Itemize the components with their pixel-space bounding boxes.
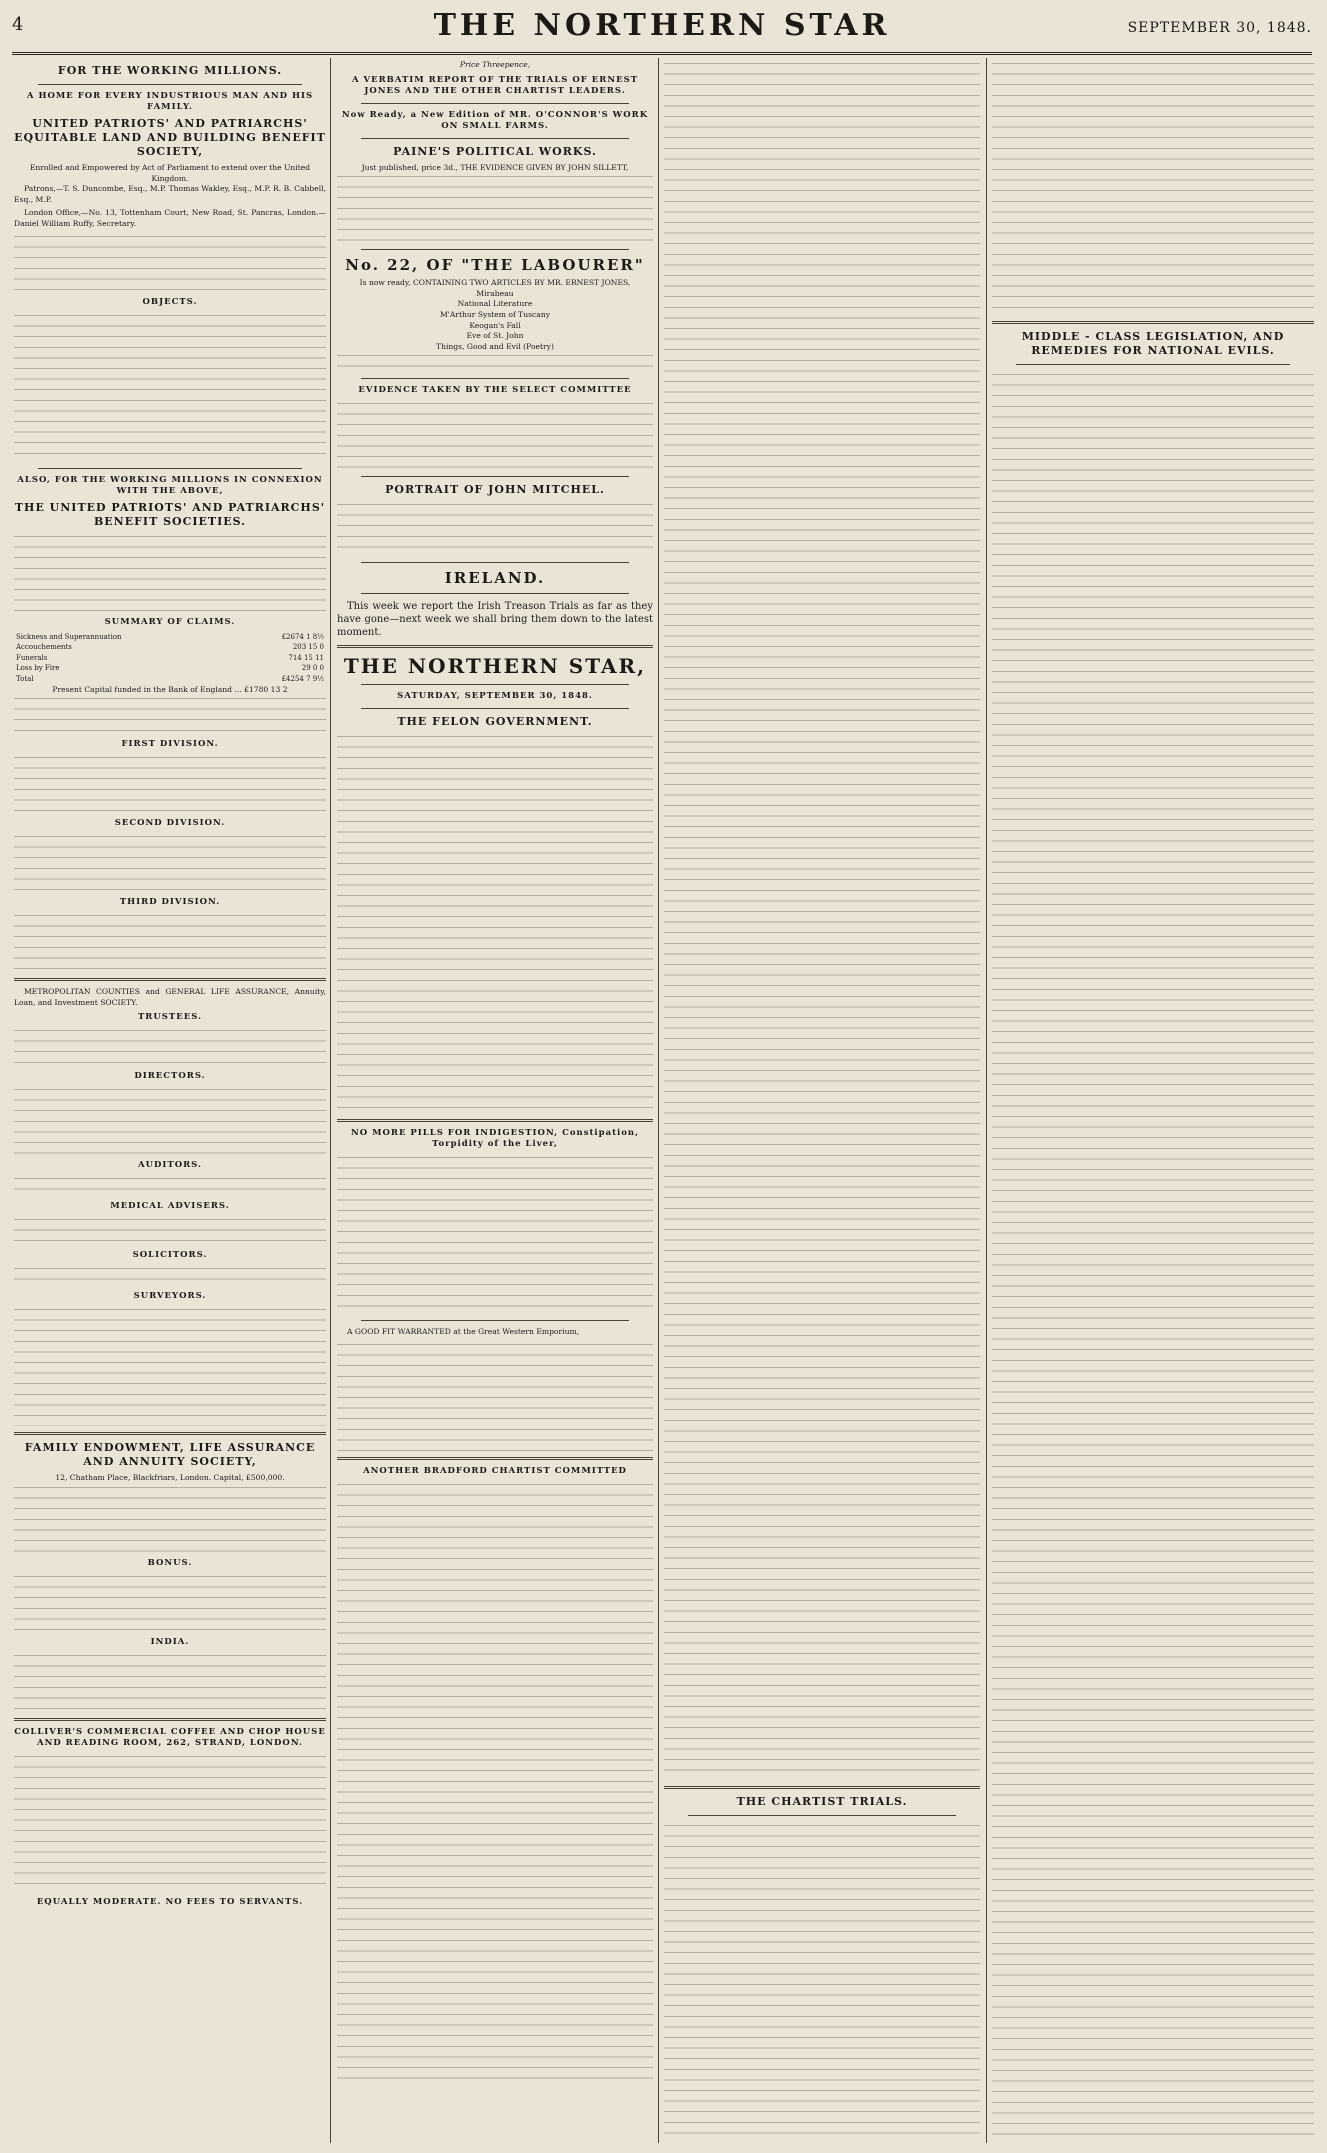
also-heading: ALSO, FOR THE WORKING MILLIONS IN CONNEXION WITH THE ABOVE, [17, 474, 323, 496]
labourer-sub: Is now ready, CONTAINING TWO ARTICLES BY MR. ERNEST JONES, [359, 278, 631, 288]
text-block [664, 60, 980, 1780]
text-block [14, 233, 326, 293]
surveyors-heading: SURVEYORS. [133, 1291, 207, 1302]
trustees-heading: TRUSTEES. [137, 1012, 203, 1023]
issue-date: SEPTEMBER 30, 1848. [1127, 20, 1312, 36]
division-heading: FIRST DIVISION. [121, 739, 219, 750]
benefit-societies-name: THE UNITED PATRIOTS' AND PATRIARCHS' BENEFIT SOCIETIES. [14, 500, 326, 528]
text-block [14, 1573, 326, 1633]
trials-report-title: A VERBATIM REPORT OF THE TRIALS OF ERNEST JONES AND THE OTHER CHARTIST LEADERS. [351, 74, 639, 96]
text-block [14, 1265, 326, 1287]
paper-name: THE NORTHERN STAR, [343, 654, 647, 679]
india-heading: INDIA. [150, 1636, 190, 1647]
portrait-ad: PORTRAIT OF JOHN MITCHEL. [385, 483, 605, 497]
middle-class-heading: MIDDLE - CLASS LEGISLATION, AND REMEDIES FOR NATIONAL EVILS. [1021, 330, 1285, 357]
family-endowment-sub: 12, Chatham Place, Blackfriars, London. Capital, £500,000. [55, 1473, 285, 1483]
table-row: Total £4254 7 9½ [16, 674, 324, 683]
directors-heading: DIRECTORS. [134, 1071, 206, 1082]
ireland-text: This week we report the Irish Treason Trials as far as they have gone—next week we shall bring them down to the latest moment. [337, 601, 653, 639]
text-block [337, 1341, 653, 1451]
text-block [992, 60, 1314, 315]
column-rule [658, 58, 659, 2143]
page-number: 4 [12, 14, 24, 35]
metropolitan-line: METROPOLITAN COUNTIES and GENERAL LIFE ASSURANCE, Annuity, Loan, and Investment SOCIETY. [14, 987, 326, 1007]
table-row: Loss by Fire 29 0 0 [16, 664, 324, 673]
office-line: London Office,—No. 13, Tottenham Court, New Road, St. Pancras, London.—Daniel William Ruffy, Secretary. [14, 208, 326, 228]
labourer-item: National Literature [457, 299, 533, 309]
newspaper-title: THE NORTHERN STAR [433, 8, 891, 43]
division-heading: THIRD DIVISION. [119, 897, 221, 908]
text-block [337, 733, 653, 1113]
text-block [14, 1652, 326, 1712]
text-block [14, 695, 326, 735]
collivers-heading: COLLIVER'S COMMERCIAL COFFEE AND CHOP HOUSE AND READING ROOM, 262, STRAND, LONDON. [14, 1726, 326, 1748]
labourer-item: M'Arthur System of Tuscany [439, 309, 550, 319]
bradford-heading: ANOTHER BRADFORD CHARTIST COMMITTED [363, 1465, 627, 1476]
summary-table [14, 632, 326, 685]
society-subtitle: Enrolled and Empowered by Act of Parliament to extend over the United Kingdom. [29, 163, 311, 183]
summary-heading: SUMMARY OF CLAIMS. [104, 616, 236, 627]
column-3 [664, 60, 980, 2140]
patrons-line: Patrons,—T. S. Duncombe, Esq., M.P. Thomas Wakley, Esq., M.P. R. B. Cabbell, Esq., M.P. [14, 184, 326, 204]
labourer-item: Mirabeau [476, 288, 514, 298]
masthead-rule [12, 52, 1312, 55]
table-row: Accouchements 203 15 0 [16, 643, 324, 652]
column-1 [14, 60, 326, 2140]
labourer-item: Eve of St. John [466, 331, 524, 341]
paper-date: SATURDAY, SEPTEMBER 30, 1848. [397, 691, 593, 702]
capital-line: Present Capital funded in the Bank of England ... £1780 13 2 [52, 684, 288, 694]
text-block [14, 1216, 326, 1246]
paine-works-ad: PAINE'S POLITICAL WORKS. [393, 144, 597, 158]
ireland-heading: IRELAND. [444, 569, 546, 588]
chartist-trials-heading: THE CHARTIST TRIALS. [736, 1795, 908, 1808]
text-block [14, 1484, 326, 1554]
text-block [664, 1822, 980, 2140]
text-block [14, 833, 326, 893]
pills-ad: NO MORE PILLS FOR INDIGESTION, Constipation, Torpidity of the Liver, [350, 1128, 640, 1150]
price-line: Price Threepence, [459, 60, 531, 69]
text-block [337, 400, 653, 470]
column-rule [330, 58, 331, 2143]
objects-heading: OBJECTS. [142, 296, 198, 307]
text-block [337, 173, 653, 243]
labourer-item: Things, Good and Evil (Poetry) [436, 341, 554, 351]
heading-working-millions: FOR THE WORKING MILLIONS. [57, 64, 283, 77]
text-block [14, 1175, 326, 1197]
felon-heading: THE FELON GOVERNMENT. [397, 715, 593, 729]
text-block [992, 371, 1314, 2140]
division-heading: SECOND DIVISION. [114, 818, 226, 829]
family-endowment-heading: FAMILY ENDOWMENT, LIFE ASSURANCE AND ANNUITY SOCIETY, [24, 1441, 316, 1469]
evidence-ad: EVIDENCE TAKEN BY THE SELECT COMMITTEE [358, 385, 632, 396]
good-fit-ad: A GOOD FIT WARRANTED at the Great Western Emporium, [347, 1327, 580, 1337]
auditors-heading: AUDITORS. [138, 1160, 202, 1171]
text-block [14, 1027, 326, 1067]
labourer-heading: No. 22, OF "THE LABOURER" [345, 256, 645, 275]
medical-heading: MEDICAL ADVISERS. [110, 1201, 230, 1212]
text-block [14, 533, 326, 613]
text-block [337, 1154, 653, 1314]
text-block [14, 312, 326, 462]
column-rule [986, 58, 987, 2143]
text-block [14, 1753, 326, 1893]
text-block [14, 754, 326, 814]
small-farms-ad: Now Ready, a New Edition of MR. O'CONNOR'S WORK ON SMALL FARMS. [341, 109, 649, 131]
text-block [14, 1306, 326, 1426]
column-2 [337, 60, 653, 2140]
masthead [12, 6, 1312, 48]
labourer-item: Keogan's Fall [469, 320, 521, 330]
subheading-home: A HOME FOR EVERY INDUSTRIOUS MAN AND HIS FAMILY. [26, 91, 314, 112]
text-block [14, 912, 326, 972]
text-block [337, 501, 653, 556]
paine-works-sub: Just published, price 3d., THE EVIDENCE GIVEN BY JOHN SILLETT, [361, 162, 629, 172]
text-block [337, 1481, 653, 2081]
text-block [14, 1086, 326, 1156]
table-row: Funerals 714 15 11 [16, 653, 324, 662]
solicitors-heading: SOLICITORS. [132, 1250, 208, 1261]
bonus-heading: BONUS. [147, 1557, 193, 1568]
text-block [337, 352, 653, 372]
society-name: UNITED PATRIOTS' AND PATRIARCHS' EQUITABLE LAND AND BUILDING BENEFIT SOCIETY, [14, 117, 326, 158]
table-row: Sickness and Superannuation £2674 1 8½ [16, 632, 324, 641]
column-4 [992, 60, 1314, 2140]
collivers-footer: EQUALLY MODERATE. NO FEES TO SERVANTS. [36, 1896, 304, 1907]
